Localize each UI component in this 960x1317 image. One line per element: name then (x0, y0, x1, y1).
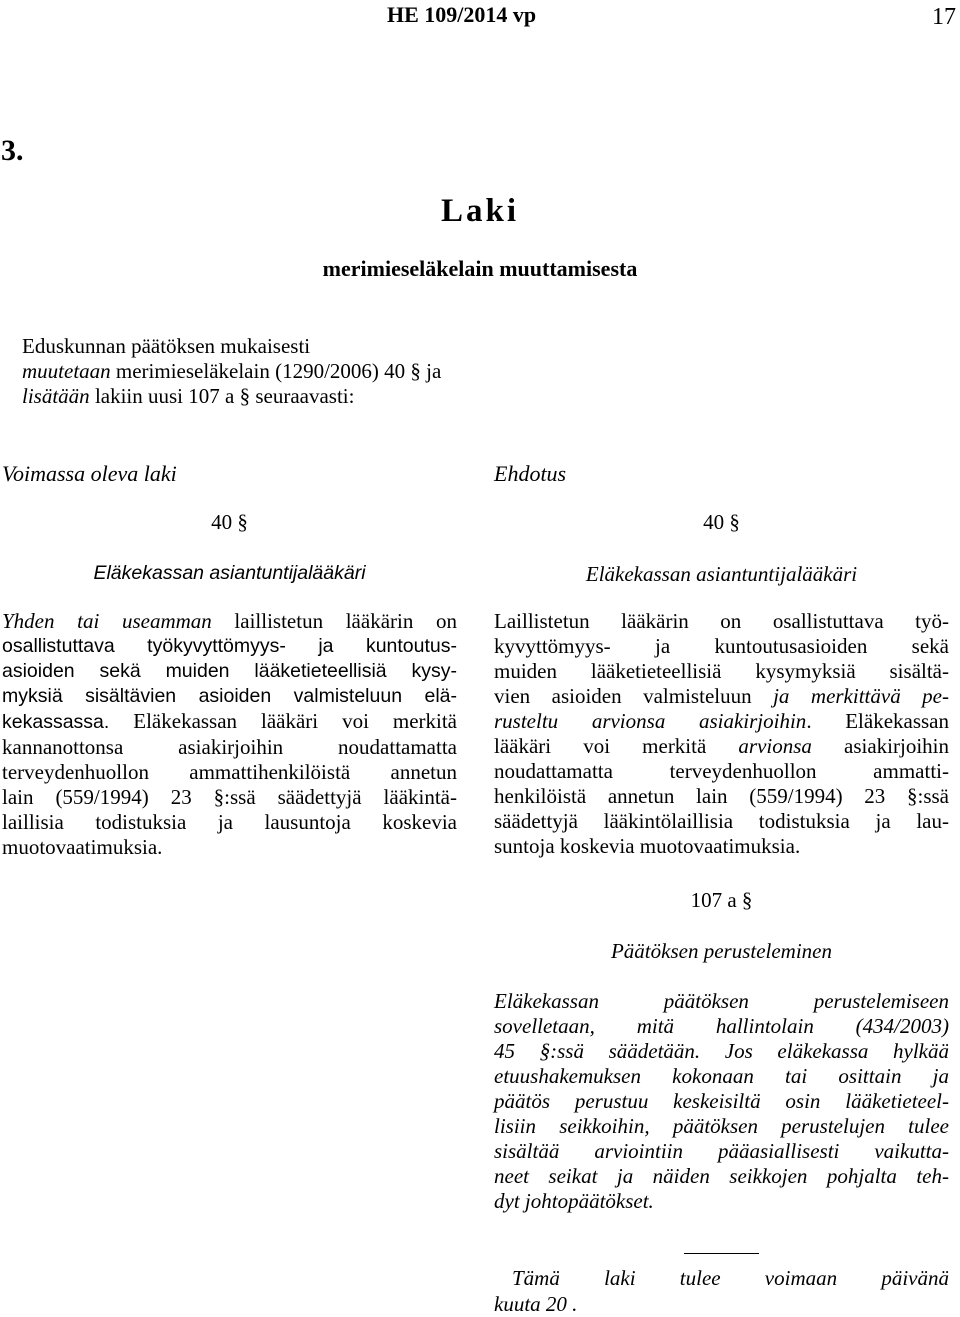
right-line-italic: rusteltu arvionsa asiakirjoihin (494, 709, 807, 733)
right2-line: 45 §:ssä säädetään. Jos eläkekassa hylkää (494, 1039, 949, 1063)
document-id: HE 109/2014 vp (387, 2, 537, 27)
left-line: lain (559/1994) 23 §:ssä säädettyjä lääkintä- (2, 785, 457, 809)
left-line-rest: Eläkekassan lääkäri voi merkitä (109, 709, 457, 733)
right2-line: päätös perustuu keskeisiltä osin lääketieteel- (494, 1089, 949, 1113)
closing-paragraph (512, 1266, 949, 1291)
left-line: kannanottonsa asiakirjoihin noudattamatta (2, 735, 457, 759)
left-paragraph (2, 609, 457, 860)
law-title: Laki (440, 193, 520, 229)
right-line (494, 734, 949, 759)
section-number: 3. (1, 134, 24, 167)
right-section-title: Eläkekassan asiantuntijalääkäri (585, 562, 858, 586)
intro-line-1: Eduskunnan päätöksen mukaisesti (22, 334, 311, 358)
left-line-rest: laillistetun lääkärin on (211, 609, 457, 633)
right-paragraph (494, 609, 949, 859)
right-paragraph-2 (494, 989, 949, 1214)
right2-line: dyt johtopäätökset. (494, 1189, 654, 1213)
current-law-heading: Voimassa oleva laki (2, 461, 177, 486)
right-line-italic: arvionsa (738, 734, 812, 758)
right-section2-title: Päätöksen perusteleminen (610, 939, 833, 963)
right-line: kyvyttömyys- ja kuntoutusasioiden sekä (494, 634, 949, 658)
current-law-column (2, 0, 457, 1312)
left-line: muotovaatimuksia. (2, 835, 163, 859)
right-line (494, 709, 949, 734)
right-section-number: 40 § (703, 510, 740, 534)
right2-line: Eläkekassan päätöksen perustelemiseen (494, 989, 949, 1013)
left-section-title: Eläkekassan asiantuntijalääkäri (93, 562, 366, 584)
left-line (2, 709, 457, 735)
left-line-sans: kekassassa. (2, 711, 110, 733)
closing-line-2: kuuta 20 . (494, 1292, 578, 1316)
right2-line: neet seikat ja näiden seikkojen pohjalta teh- (494, 1164, 949, 1188)
left-section-number: 40 § (211, 510, 248, 534)
proposal-column (494, 0, 949, 1316)
right2-line: sovelletaan, mitä hallintolain (434/2003) (494, 1014, 949, 1038)
intro-amend-word: muutetaan (22, 359, 111, 383)
right-section2-number: 107 a § (690, 888, 753, 912)
left-line: osallistuttava työkyvyttömyys- ja kuntoutus- (2, 635, 457, 657)
left-line: terveydenhuollon ammattihenkilöistä annetun (2, 760, 457, 784)
left-line: myksiä sisältävien asioiden valmisteluun elä- (2, 685, 457, 707)
intro-amend-rest: merimieseläkelain (1290/2006) 40 § ja (110, 359, 442, 383)
left-line: laillisia todistuksia ja lausuntoja koskevia (2, 810, 457, 834)
left-line-italic: Yhden tai useamman (2, 609, 212, 633)
proposal-heading: Ehdotus (494, 461, 567, 486)
closing-line-1: Tämä laki tulee voimaan päivänä (512, 1266, 949, 1290)
right-line: säädettyjä lääkintölaillisia todistuksia ja lau- (494, 809, 949, 833)
left-line (2, 609, 457, 634)
right-line-text: asiakirjoihin (811, 734, 949, 758)
right-line: Laillistetun lääkärin on osallistuttava työ- (494, 609, 949, 633)
right-line: suntoja koskevia muotovaatimuksia. (494, 834, 801, 858)
right-line (494, 684, 949, 709)
right2-line: lisiin seikkoihin, päätöksen perustelujen tulee (494, 1114, 949, 1138)
intro-add-rest: lakiin uusi 107 a § seuraavasti: (89, 384, 355, 408)
right2-line: etuushakemuksen kokonaan tai osittain ja (494, 1064, 949, 1088)
left-line: asioiden sekä muiden lääketieteellisiä kysy- (2, 660, 457, 682)
right-line: henkilöistä annetun lain (559/1994) 23 §:ssä (494, 784, 949, 808)
right-line-text: lääkäri voi merkitä (494, 734, 739, 758)
page-number: 17 (932, 4, 956, 30)
separator-rule (684, 1253, 759, 1254)
right-line-text: . Eläkekassan (806, 709, 949, 733)
right-line-italic: ja merkittävä pe- (773, 684, 949, 708)
right2-line: sisältää arviointiin pääasiallisesti vaikutta- (494, 1139, 949, 1163)
right-line: muiden lääketieteellisiä kysymyksiä sisältä- (494, 659, 949, 683)
law-subtitle: merimieseläkelain muuttamisesta (322, 256, 638, 281)
right-line: noudattamatta terveydenhuollon ammatti- (494, 759, 949, 783)
intro-add-word: lisätään (22, 384, 90, 408)
right-line-text: vien asioiden valmisteluun (494, 684, 774, 708)
